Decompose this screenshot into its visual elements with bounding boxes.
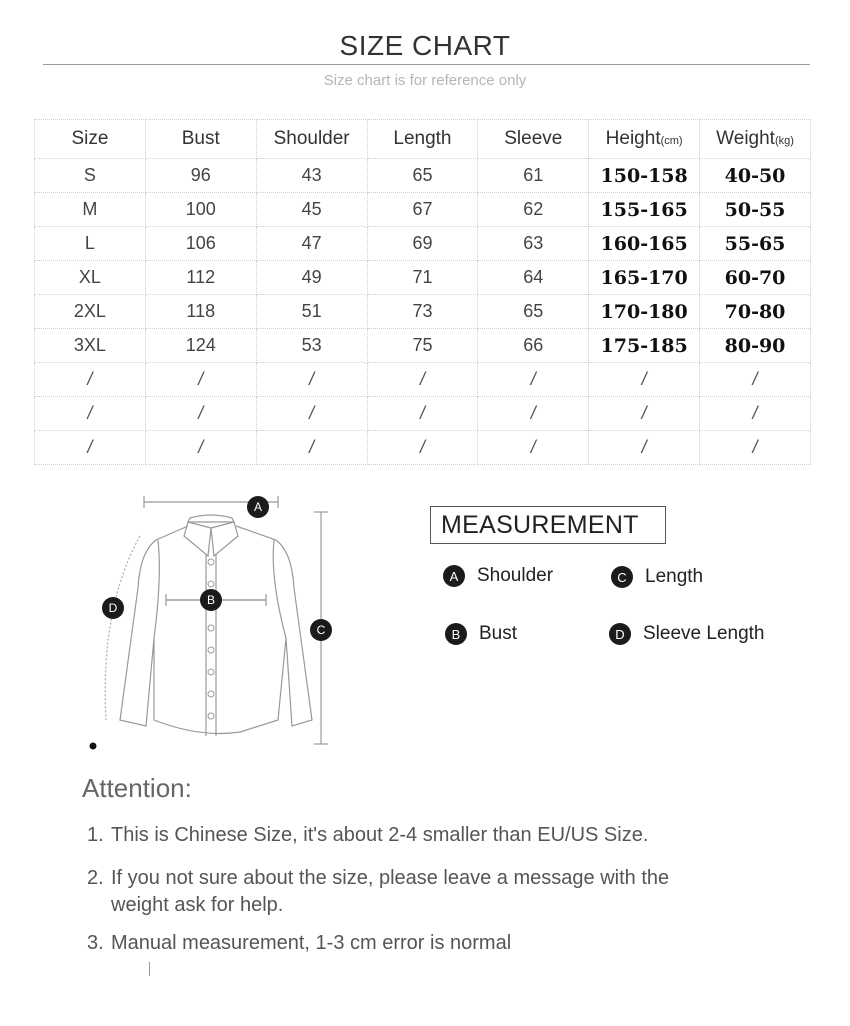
col-height-label: Height [605,128,661,149]
marker-d-label: D [108,601,118,615]
table-cell: / [478,397,589,431]
table-cell: / [145,397,256,431]
table-cell: 55-65 [700,227,811,261]
table-cell: 62 [478,193,589,227]
table-cell: 175-185 [589,329,700,363]
note-2-number: 2. [87,867,104,889]
col-header-length [367,120,478,159]
table-cell: / [367,431,478,465]
marker-b-label: B [206,593,216,607]
col-size-label: Size [71,128,109,149]
table-cell: 71 [367,261,478,295]
table-row [35,295,811,329]
col-header-bust [145,120,256,159]
legend-shoulder-label: Shoulder [477,565,554,586]
note-2-text-cont: weight ask for help. [111,894,284,916]
table-cell: 112 [145,261,256,295]
table-cell: S [35,159,146,193]
legend-shoulder [443,565,553,587]
table-cell: 45 [256,193,367,227]
table-cell: 155-165 [589,193,700,227]
table-cell: 49 [256,261,367,295]
legend-length [611,566,703,588]
table-cell: / [589,397,700,431]
col-bust-label: Bust [181,128,220,149]
table-cell: 40-50 [700,159,811,193]
table-cell: 53 [256,329,367,363]
table-cell: 150-158 [589,159,700,193]
table-cell: 64 [478,261,589,295]
table-cell: 96 [145,159,256,193]
table-cell: / [256,397,367,431]
note-3-text: Manual measurement, 1-3 cm error is normal [111,932,512,954]
table-cell: / [478,431,589,465]
attention-note-3 [87,930,511,957]
table-row [35,193,811,227]
col-header-sleeve [478,120,589,159]
table-cell: 66 [478,329,589,363]
table-cell: / [35,431,146,465]
table-cell: / [589,363,700,397]
measurement-title: MEASUREMENT [441,511,639,539]
table-cell: 69 [367,227,478,261]
table-cell: 80-90 [700,329,811,363]
col-header-size [35,120,146,159]
table-cell: 106 [145,227,256,261]
table-cell: / [256,431,367,465]
table-cell: 165-170 [589,261,700,295]
col-header-shoulder [256,120,367,159]
table-cell: 70-80 [700,295,811,329]
legend-c-icon: C [611,566,633,588]
table-cell: 75 [367,329,478,363]
table-cell: 3XL [35,329,146,363]
table-cell: 61 [478,159,589,193]
table-row [35,159,811,193]
table-row [35,329,811,363]
legend-bust [445,623,517,645]
legend-sleeve-label: Sleeve Length [643,623,765,644]
table-row [35,363,811,397]
col-sleeve-label: Sleeve [504,128,563,149]
table-cell: 65 [367,159,478,193]
attention-note-1 [87,822,648,849]
col-weight-label: Weight [716,128,775,149]
note-2-text: If you not sure about the size, please leave a message with the [111,867,670,889]
note-3-number: 3. [87,932,104,954]
table-cell: 73 [367,295,478,329]
text-cursor [149,962,150,976]
col-length-label: Length [393,128,452,149]
table-cell: 160-165 [589,227,700,261]
legend-length-label: Length [645,566,704,587]
table-cell: / [478,363,589,397]
col-shoulder-label: Shoulder [273,128,350,149]
table-cell: L [35,227,146,261]
table-cell: 65 [478,295,589,329]
weight-unit: (kg) [774,135,794,147]
table-cell: / [35,397,146,431]
legend-d-icon: D [609,623,631,645]
attention-title: Attention: [82,773,192,803]
col-header-weight [700,120,811,159]
marker-a-label: A [253,500,263,514]
table-cell: / [145,431,256,465]
attention-note-2 [87,865,669,919]
measurement-title-box [430,506,666,544]
marker-c-label: C [316,623,326,637]
page-subtitle: Size chart is for reference only [323,72,527,89]
table-cell: 60-70 [700,261,811,295]
legend-a-icon: A [443,565,465,587]
table-cell: 100 [145,193,256,227]
table-cell: M [35,193,146,227]
table-cell: / [589,431,700,465]
height-unit: (cm) [660,135,683,147]
legend-sleeve-length [609,623,765,645]
legend-bust-label: Bust [479,623,518,644]
table-cell: 47 [256,227,367,261]
table-cell: 67 [367,193,478,227]
table-cell: 124 [145,329,256,363]
table-cell: / [700,431,811,465]
page-title: SIZE CHART [339,30,511,61]
table-cell: / [256,363,367,397]
table-cell: / [145,363,256,397]
table-cell: / [35,363,146,397]
table-cell: 51 [256,295,367,329]
size-table-body [35,159,811,465]
table-cell: 43 [256,159,367,193]
table-cell: 63 [478,227,589,261]
col-header-height [589,120,700,159]
table-cell: / [367,363,478,397]
table-row [35,261,811,295]
legend-b-icon: B [445,623,467,645]
table-cell: 2XL [35,295,146,329]
table-cell: 170-180 [589,295,700,329]
note-1-number: 1. [87,824,104,846]
table-cell: 118 [145,295,256,329]
table-cell: / [700,397,811,431]
note-1-text: This is Chinese Size, it's about 2-4 smaller than EU/US Size. [111,824,649,846]
table-cell: 50-55 [700,193,811,227]
table-row [35,431,811,465]
table-cell: XL [35,261,146,295]
sleeve-measure-line [105,536,140,720]
table-row [35,397,811,431]
title-divider [43,64,810,65]
table-header-row [35,120,811,159]
size-table [34,119,811,465]
table-row [35,227,811,261]
table-cell: / [367,397,478,431]
shirt-diagram [80,488,350,758]
table-cell: / [700,363,811,397]
bullet-dot [90,743,97,750]
